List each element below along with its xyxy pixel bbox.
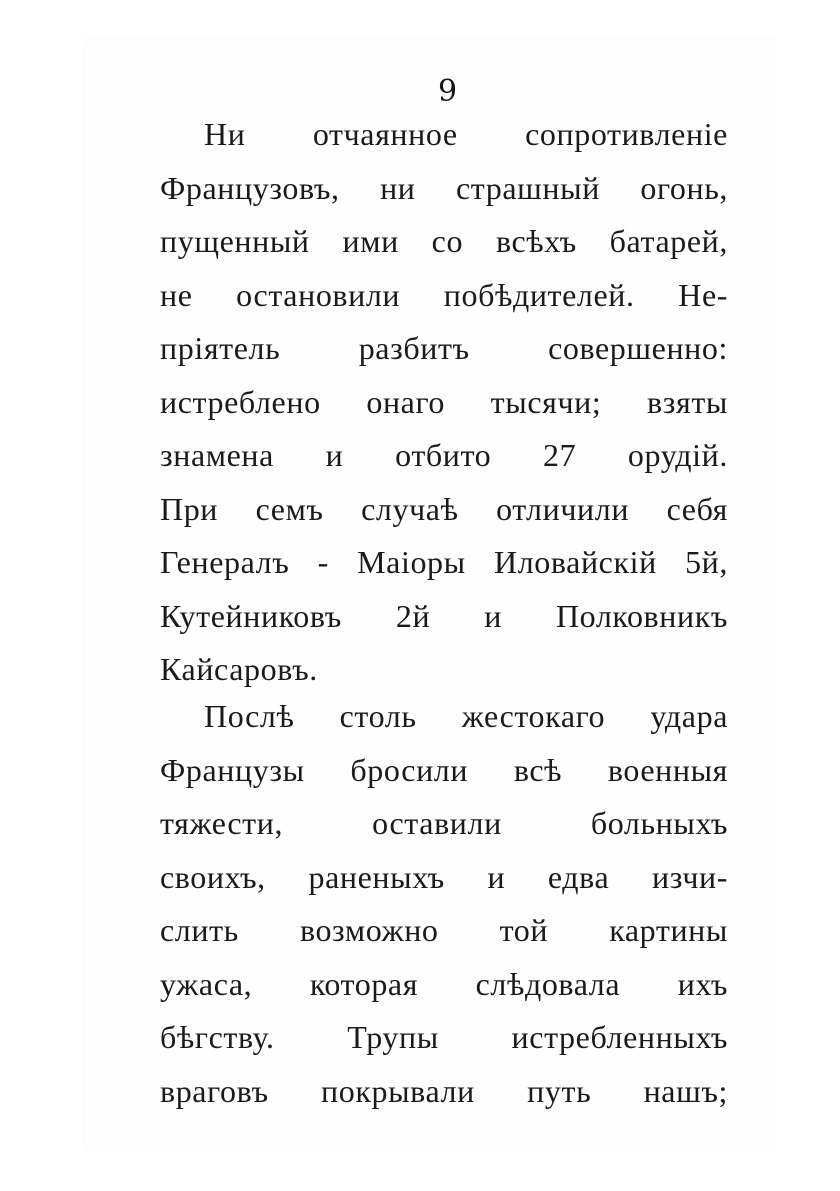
text-line: При семъ случаѣ отличили себя — [160, 490, 728, 527]
text-line: Французовъ, ни страшный огонь, — [160, 169, 728, 206]
text-line: ужаса, которая слѣдовала ихъ — [160, 965, 728, 1002]
text-line: Ни отчаянное сопротивленіе — [204, 116, 728, 152]
text-line: не остановили побѣдителей. Не- — [160, 276, 728, 313]
text-line: Кайсаровъ. — [160, 651, 318, 687]
text-line: враговъ покрывали путь нашъ; — [160, 1072, 728, 1109]
text-line: своихъ, раненыхъ и едва изчи- — [160, 858, 728, 895]
text-line: Кутейниковъ 2й и Полковникъ — [160, 597, 728, 634]
text-line: пущенный ими со всѣхъ батарей, — [160, 223, 728, 259]
text-line: бѣгству. Трупы истребленныхъ — [160, 1019, 728, 1055]
text-line: Французы бросили всѣ военныя — [160, 751, 728, 788]
text-line: Послѣ столь жестокаго удара — [204, 698, 728, 734]
page-number: 9 — [437, 74, 459, 109]
text-line: слить возможно той картины — [160, 912, 728, 948]
text-line: истреблено онаго тысячи; взяты — [160, 383, 728, 420]
text-line: тяжести, оставили больныхъ — [160, 805, 728, 841]
paragraph-1 — [160, 108, 728, 697]
text-line: пріятель разбитъ совершенно: — [160, 330, 728, 366]
paragraph-2 — [160, 690, 728, 1118]
text-line: Генералъ - Маіоры Иловайскій 5й, — [160, 544, 728, 580]
text-line: знамена и отбито 27 орудій. — [160, 437, 728, 473]
